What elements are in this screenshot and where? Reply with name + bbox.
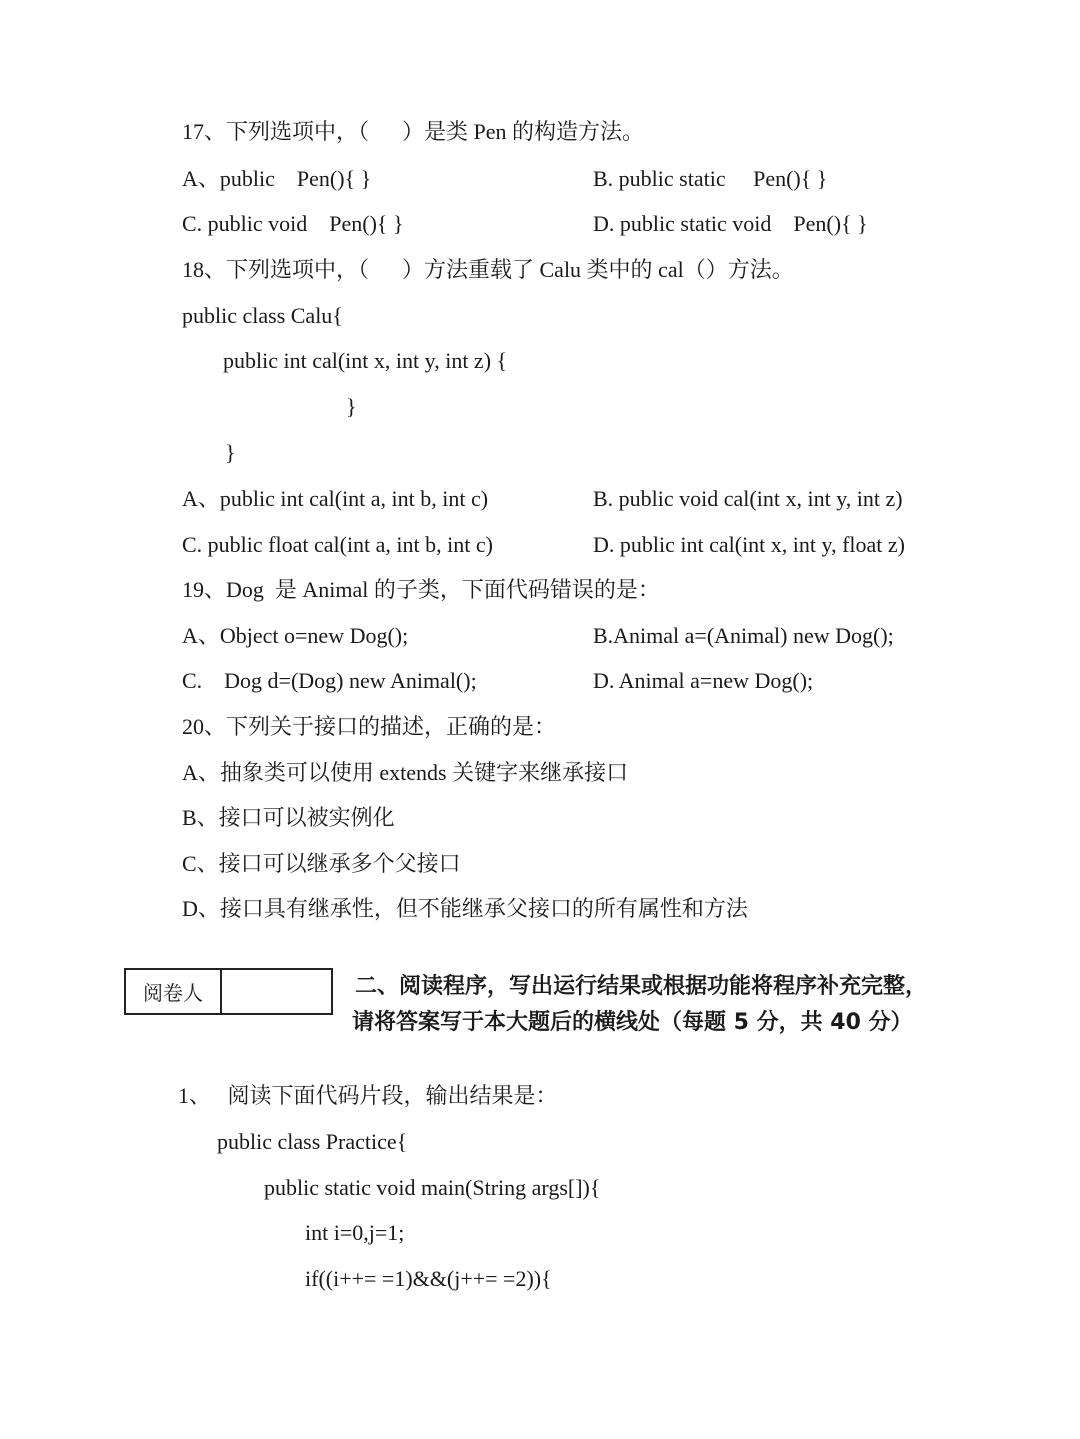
q20-option-a: A、抽象类可以使用 extends 关键字来继承接口 — [182, 760, 629, 785]
p1-stem: 1、 阅读下面代码片段，输出结果是： — [178, 1083, 558, 1108]
q17-option-c: C. public void Pen(){ } — [182, 211, 404, 236]
q20-option-c: C、接口可以继承多个父接口 — [182, 851, 461, 876]
q18-code-line: } — [225, 440, 236, 465]
q18-code-line: public int cal(int x, int y, int z) { — [223, 348, 508, 373]
q20-stem: 20、下列关于接口的描述，正确的是： — [182, 714, 557, 739]
p1-code-line: if((i++= =1)&&(j++= =2)){ — [305, 1266, 552, 1291]
section2-title: 二、阅读程序，写出运行结果或根据功能将程序补充完整， — [355, 974, 928, 999]
q18-code-line: } — [346, 394, 357, 419]
q17-stem: 17、下列选项中，（ ）是类 Pen 的构造方法。 — [182, 119, 645, 144]
q19-option-d: D. Animal a=new Dog(); — [593, 668, 814, 693]
q19-stem: 19、Dog 是 Animal 的子类，下面代码错误的是： — [182, 577, 660, 602]
q18-code-line: public class Calu{ — [182, 303, 343, 328]
q19-option-a: A、Object o=new Dog(); — [182, 623, 409, 648]
section2-instructions: 请将答案写于本大题后的横线处（每题 5 分，共 40 分） — [352, 1010, 913, 1035]
p1-code-line: public class Practice{ — [217, 1129, 408, 1154]
q20-option-b: B、接口可以被实例化 — [182, 805, 395, 830]
q18-option-c: C. public float cal(int a, int b, int c) — [182, 532, 493, 557]
q17-option-b: B. public static Pen(){ } — [593, 166, 828, 191]
p1-code-line: int i=0,j=1; — [305, 1220, 405, 1245]
q17-option-d: D. public static void Pen(){ } — [593, 211, 868, 236]
q20-option-d: D、接口具有继承性，但不能继承父接口的所有属性和方法 — [182, 896, 748, 921]
q17-option-a: A、public Pen(){ } — [182, 166, 372, 191]
grader-label: 阅卷人 — [126, 970, 222, 1013]
q19-option-b: B.Animal a=(Animal) new Dog(); — [593, 623, 894, 648]
q18-stem: 18、下列选项中，（ ）方法重载了 Calu 类中的 cal（）方法。 — [182, 257, 794, 282]
p1-code-line: public static void main(String args[]){ — [264, 1175, 601, 1200]
q18-option-a: A、public int cal(int a, int b, int c) — [182, 486, 489, 511]
q18-option-b: B. public void cal(int x, int y, int z) — [593, 486, 903, 511]
q18-option-d: D. public int cal(int x, int y, float z) — [593, 532, 905, 557]
grader-box — [124, 968, 333, 1015]
q19-option-c: C. Dog d=(Dog) new Animal(); — [182, 668, 477, 693]
grader-signature-field[interactable] — [222, 970, 331, 1013]
